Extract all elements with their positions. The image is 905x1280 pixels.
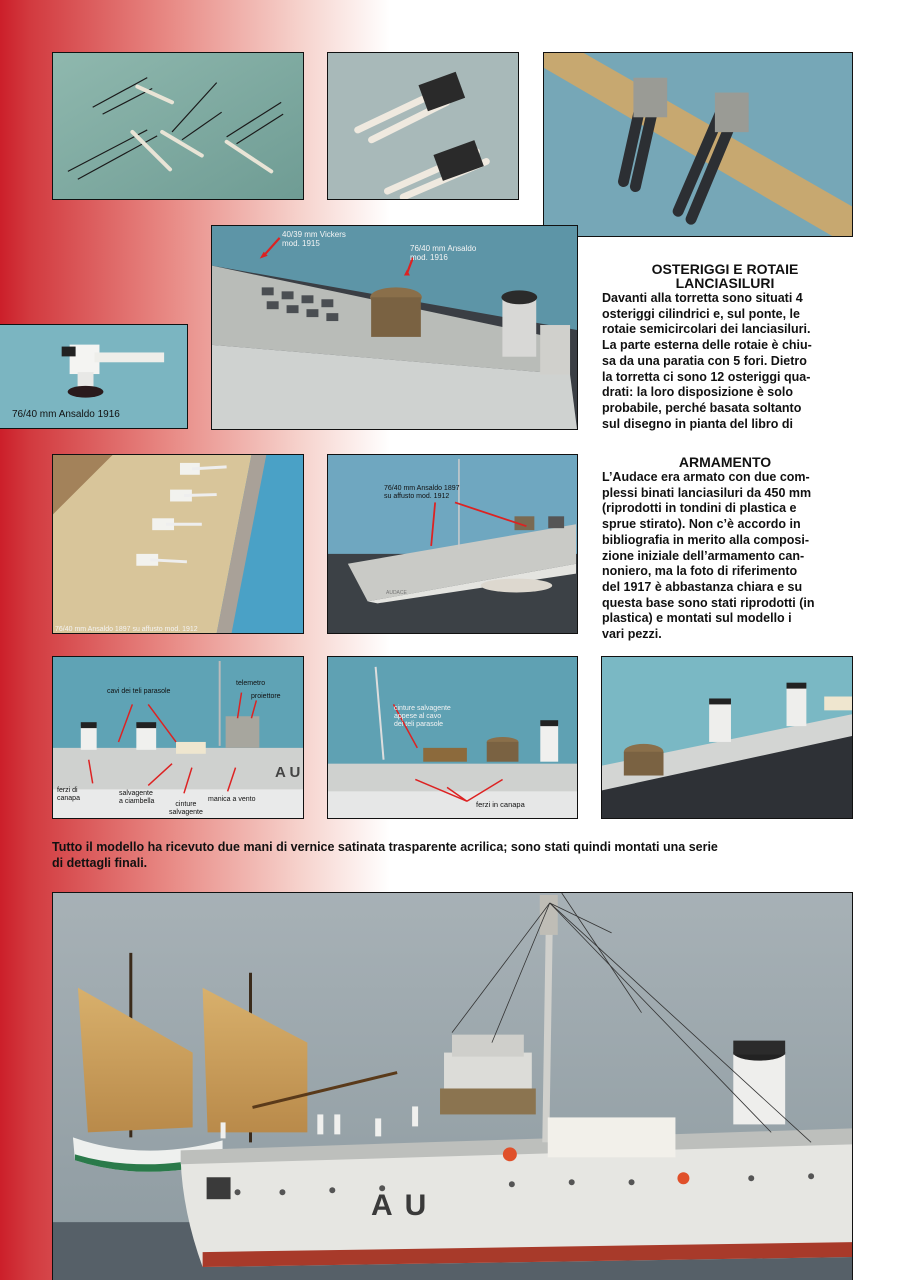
photo-ship-details-right <box>601 656 853 819</box>
label-telemetro: telemetro <box>236 680 266 687</box>
label-ansaldo-1897-ship: 76/40 mm Ansaldo 1897 su affusto mod. 1912 <box>384 485 460 500</box>
photo-torpedo-tubes-dark <box>543 52 853 237</box>
photo-ship-details-middle <box>327 656 578 819</box>
hull-code: AU <box>371 1189 439 1222</box>
label-manica: manica a vento <box>208 796 256 803</box>
label-ferzi-in-canapa: ferzi in canapa <box>476 800 525 809</box>
label-cinture: cinture salvagente <box>169 801 203 816</box>
photo-main-ship-model <box>52 892 853 1280</box>
label-ship-name-small: AUDACE <box>386 590 407 596</box>
photo-gun-ansaldo-1916 <box>0 324 188 429</box>
photo-ship-details-left <box>52 656 304 819</box>
label-ansaldo-1916: 76/40 mm Ansaldo mod. 1916 <box>410 244 477 262</box>
label-cinture-appese: cinture salvagente appese al cavo dei teli parasole <box>394 705 451 728</box>
main-photo-caption: Tutto il modello ha ricevuto due mani di vernice satinata trasparente acrilica; sono stati quindi montati una serie di dettagli finali. <box>52 840 718 870</box>
label-ferzi-canapa: ferzi di canapa <box>57 787 80 802</box>
section-title-armamento: ARMAMENTO <box>678 454 772 470</box>
section-body-osteriggi: Davanti alla torretta sono situati 4 osteriggi cilindrici e, sul ponte, le rotaie semicircolari dei lanciasiluri. La parte esterna delle rotaie è chiu- sa da una paratia con 5 fori. Dietro la torretta ci sono 12 osteriggi qua- drati: la loro disposizione è solo probabile, perché basata soltanto sul disegno in pianta del libro di <box>602 291 812 431</box>
photo-torpedo-tubes-white <box>327 52 519 200</box>
gun-closeup-caption: 76/40 mm Ansaldo 1916 <box>12 409 120 420</box>
label-ansaldo-1897-closeup: 76/40 mm Ansaldo 1897 su affusto mod. 1912 <box>55 626 198 633</box>
section-body-armamento: L’Audace era armato con due com- plessi binati lanciasiluri da 450 mm (riprodotti in tondini di plastica e sprue stirato). Non c’è accordo in bibliografia in merito alla composi- zione iniziale dell’armamento can- noniero, ma la foto di riferimento del 1917 è abbastanza chiara e su questa base sono stati riprodotti (in plastica) e montati sul modello i vari pezzi. <box>602 470 815 642</box>
section-title-osteriggi: OSTERIGGI E ROTAIE LANCIASILURI <box>651 261 799 291</box>
label-salvagente: salvagente a ciambella <box>119 790 155 805</box>
label-proiettore: proiettore <box>251 693 281 700</box>
photo-torpedo-parts <box>52 52 304 200</box>
photo-ansaldo-1897-closeup <box>52 454 304 634</box>
label-vickers: 40/39 mm Vickers mod. 1915 <box>282 230 346 248</box>
label-hull-au: A U <box>275 764 301 781</box>
photo-deck-guns <box>211 225 578 430</box>
label-cavi: cavi dei teli parasole <box>107 688 171 695</box>
photo-ship-overhead <box>327 454 578 634</box>
